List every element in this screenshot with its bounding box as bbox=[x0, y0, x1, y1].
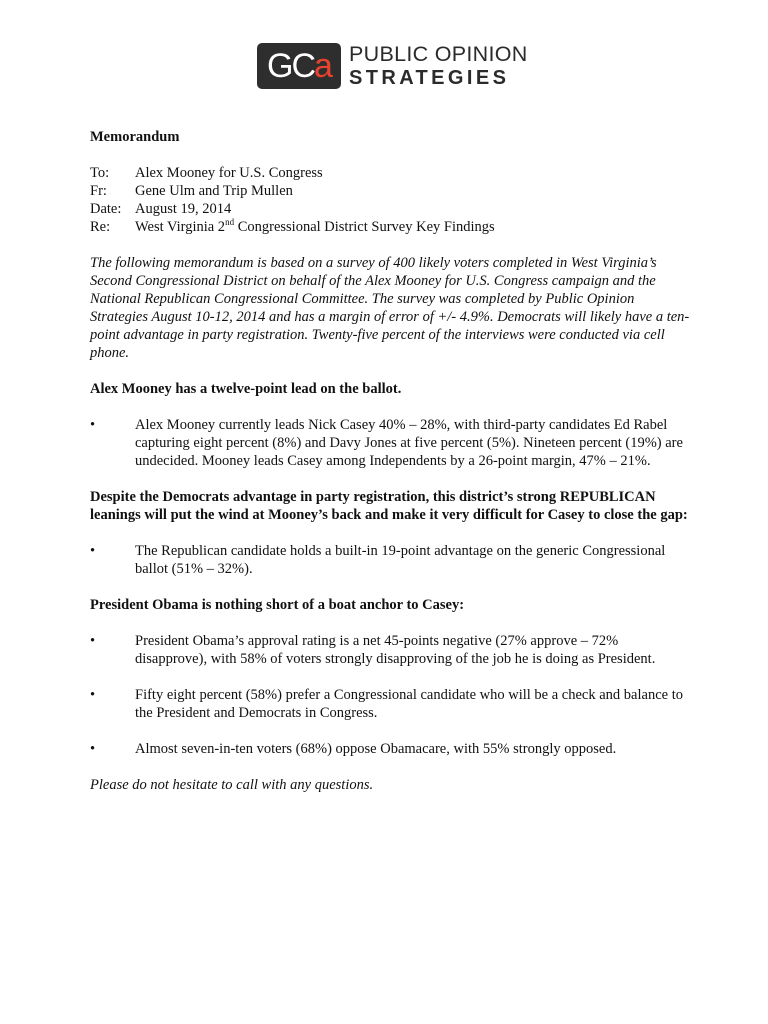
memo-to-row bbox=[90, 164, 690, 182]
section-heading-republican-leanings: Despite the Democrats advantage in party registration, this district’s strong REPUBLICAN leanings will put the wind at Mooney’s back and make it very difficult for Casey to close the gap: bbox=[90, 489, 688, 523]
section-heading-obama-anchor: President Obama is nothing short of a boat anchor to Casey: bbox=[90, 597, 465, 613]
logo-line-1: PUBLIC OPINION bbox=[349, 41, 528, 66]
bullet-symbol: • bbox=[90, 633, 96, 649]
re-value-pre: West Virginia 2 bbox=[135, 219, 226, 235]
bullet-symbol: • bbox=[90, 741, 96, 757]
logo-mark-letter-a: a bbox=[314, 47, 331, 85]
closing-line: Please do not hesitate to call with any questions. bbox=[90, 777, 374, 793]
intro-paragraph: The following memorandum is based on a survey of 400 likely voters completed in West Virginia’s Second Congressional District on behalf of the Alex Mooney for U.S. Congress campaign and the National Republican Congressional Committee. The survey was completed by Public Opinion Strategies August 10-12, 2014 and has a margin of error of +/- 4.9%. Democrats will likely have a ten-point advantage in party registration. Twenty-five percent of the interviews were conducted via cell phone. bbox=[90, 255, 690, 361]
bullet-item bbox=[90, 542, 690, 578]
bullet-item bbox=[90, 416, 690, 470]
logo-wordmark bbox=[349, 41, 528, 90]
re-value-superscript: nd bbox=[225, 217, 235, 228]
memo-content bbox=[90, 128, 690, 794]
to-label: To: bbox=[90, 165, 110, 181]
bullet-text: Almost seven-in-ten voters (68%) oppose Obamacare, with 55% strongly opposed. bbox=[135, 741, 617, 757]
memo-re-row bbox=[90, 218, 690, 236]
date-value: August 19, 2014 bbox=[135, 201, 232, 217]
company-logo bbox=[257, 43, 528, 89]
bullet-text: The Republican candidate holds a built-in 19-point advantage on the generic Congressional ballot (51% – 32%). bbox=[135, 543, 666, 577]
to-value: Alex Mooney for U.S. Congress bbox=[135, 165, 323, 181]
section-heading-ballot-lead: Alex Mooney has a twelve-point lead on the ballot. bbox=[90, 381, 402, 397]
re-value-post: Congressional District Survey Key Findings bbox=[234, 219, 495, 235]
re-value bbox=[135, 218, 495, 236]
logo-mark bbox=[257, 43, 341, 89]
logo-mark-letter-g: G bbox=[267, 47, 292, 85]
from-label: Fr: bbox=[90, 183, 107, 199]
bullet-text: President Obama’s approval rating is a net 45-points negative (27% approve – 72% disapprove), with 58% of voters strongly disapproving of the job he is doing as President. bbox=[135, 633, 656, 667]
logo-line-2: STRATEGIES bbox=[349, 67, 510, 90]
from-value: Gene Ulm and Trip Mullen bbox=[135, 183, 293, 199]
bullet-text: Fifty eight percent (58%) prefer a Congressional candidate who will be a check and balance to the President and Democrats in Congress. bbox=[135, 687, 683, 721]
bullet-item bbox=[90, 686, 690, 722]
memo-header bbox=[90, 164, 690, 236]
bullet-symbol: • bbox=[90, 543, 96, 559]
memo-title: Memorandum bbox=[90, 129, 180, 145]
logo-mark-letter-c: C bbox=[291, 47, 315, 85]
bullet-symbol: • bbox=[90, 687, 96, 703]
re-label: Re: bbox=[90, 219, 111, 235]
memo-date-row bbox=[90, 200, 690, 218]
date-label: Date: bbox=[90, 201, 122, 217]
memo-from-row bbox=[90, 182, 690, 200]
bullet-text: Alex Mooney currently leads Nick Casey 40% – 28%, with third-party candidates Ed Rabel capturing eight percent (8%) and Davy Jones at five percent (5%). Nineteen percent (19%) are undecided. Mooney leads Casey among Independents by a 26-point margin, 47% – 21%. bbox=[135, 417, 683, 469]
bullet-item bbox=[90, 740, 690, 758]
bullet-symbol: • bbox=[90, 417, 96, 433]
bullet-item bbox=[90, 632, 690, 668]
